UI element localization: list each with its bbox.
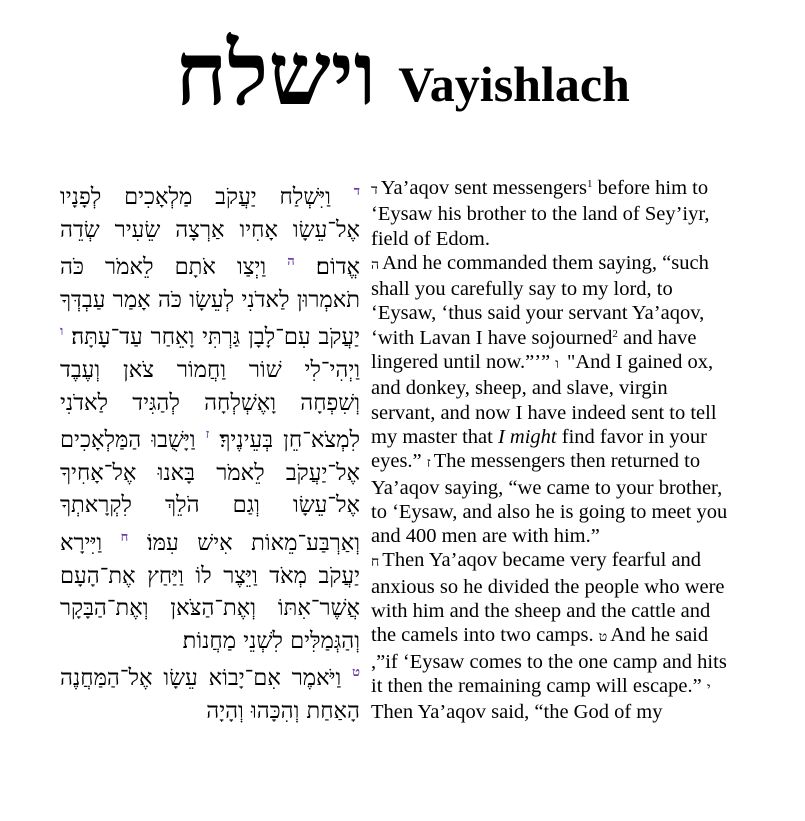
verse-number: ו bbox=[60, 324, 64, 340]
verse-number: ח bbox=[120, 529, 129, 545]
english-paragraph bbox=[371, 548, 733, 724]
hebrew-paragraph bbox=[60, 176, 360, 657]
title-hebrew: וישלח bbox=[175, 21, 377, 125]
footnote-ref[interactable]: 2 bbox=[612, 327, 618, 340]
english-text-column bbox=[371, 176, 733, 821]
verse-number: ז bbox=[205, 427, 210, 443]
english-verse-text: before him to ‘Eysaw his brother to the land of Sey’iyr, field of Edom. bbox=[371, 177, 710, 250]
english-verse-text: and have lingered until now.”’” bbox=[371, 326, 697, 374]
english-verse-text: Then Ya’aqov said, “the God of my bbox=[371, 701, 663, 724]
hebrew-verse: וַיֹּאמֶר אִם־יָבוֹא עֵשָׂו אֶל־הַמַּחֲנֶה הָאַחַת וְהִכָּהוּ וְהָיָה bbox=[60, 665, 360, 724]
hebrew-paragraph bbox=[60, 657, 360, 727]
english-paragraph bbox=[371, 176, 733, 251]
hebrew-verse: וַיִּשְׁלַח יַעֲקֹב מַלְאָכִים לְפָנָיו אֶל־עֵשָׂו אָחִיו אַרְצָה שֵׂעִיר שְׂדֵה אֱדוֹם׃ bbox=[60, 184, 360, 281]
page-title bbox=[0, 18, 805, 128]
verse-marker: י bbox=[706, 679, 711, 696]
verse-marker: ד bbox=[371, 182, 378, 198]
title-english: Vayishlach bbox=[398, 56, 630, 112]
english-verse-text: find favor in your eyes.” bbox=[371, 425, 707, 473]
hebrew-verse: וַיְצַו אֹתָם לֵאמֹר כֹּה תֹאמְרוּן לַאדֹנִי לְעֵשָׂו כֹּה אָמַר עַבְדְּךָ יַעֲקֹב עִם־לָבָן גַּרְתִּי וָאֵחַר עַד־עָתָּה׃ bbox=[60, 254, 360, 351]
hebrew-text-column bbox=[60, 176, 360, 821]
english-verse-text: "And I gained ox, and donkey, sheep, and slave, virgin servant, and now I have indeed sent to tell my master that bbox=[371, 351, 717, 448]
verse-marker: ו bbox=[555, 356, 559, 373]
verse-number: ט bbox=[352, 665, 360, 681]
verse-marker: ט bbox=[598, 629, 608, 646]
hebrew-verse: וַיָּשֻׁבוּ הַמַּלְאָכִים אֶל־יַעֲקֹב לֵאמֹר בָּאנוּ אֶל־אָחִיךָ אֶל־עֵשָׂו וְגַם הֹלֵךְ לִקְרָאתְךָ וְאַרְבַּע־מֵאוֹת אִישׁ עִמּוֹ׃ bbox=[60, 427, 360, 556]
english-verse-text: And he commanded them saying, “such shall you carefully say to my lord, to ‘Eysaw, ‘thus said your servant Ya’aqov, ‘with Lavan I have sojourned bbox=[371, 251, 709, 349]
english-italic-text: I might bbox=[497, 425, 557, 448]
hebrew-verse: וַיְהִי־לִי שׁוֹר וַחֲמוֹר צֹאן וְעֶבֶד וְשִׁפְחָה וָאֶשְׁלְחָה לְהַגִּיד לַאדֹנִי לִמְצֹא־חֵן בְּעֵינֶיךָ׃ bbox=[60, 356, 360, 454]
verse-marker: ה bbox=[371, 256, 380, 273]
verse-marker: ח bbox=[371, 554, 380, 571]
english-verse-text: And he said ,”if ‘Eysaw comes to the one camp and hits it then the remaining camp will escape.” bbox=[371, 624, 727, 697]
verse-marker: ז bbox=[426, 455, 431, 472]
english-paragraph bbox=[371, 251, 733, 549]
english-verse-text: Ya’aqov sent messengers bbox=[380, 177, 588, 199]
footnote-ref[interactable]: 1 bbox=[587, 178, 593, 190]
english-verse-text: The messengers then returned to Ya’aqov saying, “we came to your brother, to ‘Eysaw, and also he is going to meet you and 400 men are with him.” bbox=[371, 450, 728, 548]
hebrew-verse: וַיִּירָא יַעֲקֹב מְאֹד וַיֵּצֶר לוֹ וַיַּחַץ אֶת־הָעָם אֲשֶׁר־אִתּוֹ וְאֶת־הַצֹּאן וְאֶת־הַבָּקָר וְהַגְּמַלִּים לִשְׁנֵי מַחֲנוֹת׃ bbox=[60, 529, 360, 654]
verse-number: ד bbox=[353, 184, 360, 199]
english-verse-text: Then Ya’aqov became very fearful and anxious so he divided the people who were with him and the sheep and the cattle and the camels into two camps. bbox=[371, 549, 725, 647]
verse-number: ה bbox=[287, 254, 295, 270]
